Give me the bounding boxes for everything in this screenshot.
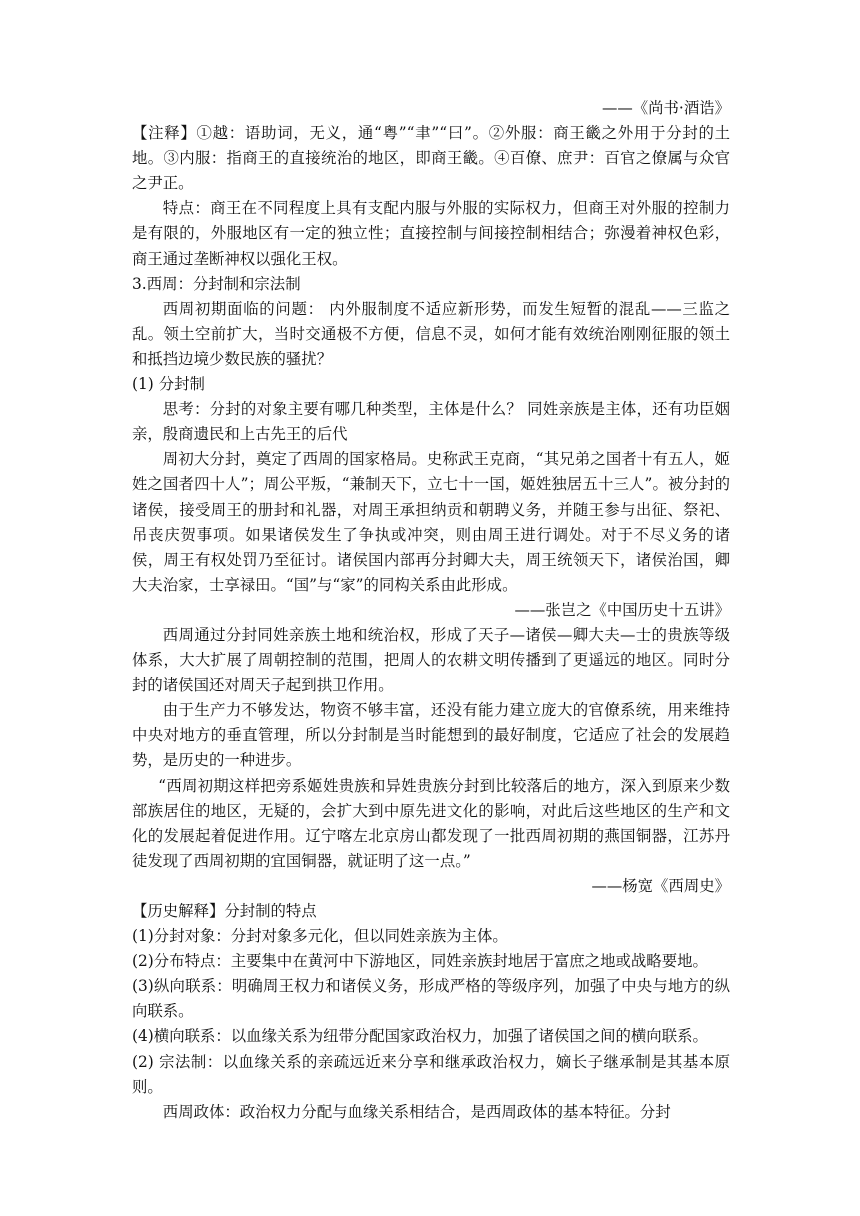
problem-paragraph: 西周初期面临的问题： 内外服制度不适应新形势，而发生短暂的混乱——三监之乱。领土空前扩大，当时交通极不方便，信息不灵，如何才能有效统治刚刚征服的领土和抵挡边境少数民族的骚扰？ (132, 299, 730, 368)
source-citation: ——杨宽《西周史》 (591, 876, 730, 895)
source-citation: ——张岂之《中国历史十五讲》 (514, 600, 730, 619)
body-paragraph: 由于生产力不够发达，物资不够丰富，还没有能力建立庞大的官僚系统，用来维持中央对地方的垂直管理，所以分封制是当时能想到的最好制度，它适应了社会的发展趋势，是历史的一种进步。 (132, 701, 730, 770)
subsection-heading: (1) 分封制 (132, 375, 205, 394)
quote-paragraph: 周初大分封，奠定了西周的国家格局。史称武王克商，“其兄弟之国者十有五人，姬姓之国者四十人”；周公平叛，“兼制天下，立七十一国，姬姓独居五十三人”。被分封的诸侯，接受周王的册封和礼器，对周王承担纳贡和朝聘义务，并随王参与出征、祭祀、吊丧庆贺事项。如果诸侯发生了争执或冲突，则由周王进行调处。对于不尽义务的诸侯，周王有权处罚乃至征讨。诸侯国内部再分封卿大夫，周王统领天下，诸侯治国，卿大夫治家，士享禄田。“国”与“家”的同构关系由此形成。 (132, 450, 730, 594)
thinking-paragraph: 思考：分封的对象主要有哪几种类型，主体是什么？ 同姓亲族是主体，还有功臣姻亲，殷商遗民和上古先王的后代 (132, 400, 730, 444)
body-paragraph: 西周通过分封同姓亲族土地和统治权，形成了天子—诸侯—卿大夫—士的贵族等级体系，大大扩展了周朝控制的范围，把周人的农耕文明传播到了更遥远的地区。同时分封的诸侯国还对周天子起到拱卫作用。 (132, 625, 730, 695)
subsection-heading: (2) 宗法制：以血缘关系的亲疏远近来分享和继承政治权力，嫡长子继承制是其基本原则。 (132, 1052, 730, 1096)
document-page (132, 96, 730, 1125)
list-item: (3)纵向联系：明确周王权力和诸侯义务，形成严格的等级序列，加强了中央与地方的纵向联系。 (132, 977, 730, 1021)
body-paragraph: 西周政体：政治权力分配与血缘关系相结合，是西周政体的基本特征。分封 (162, 1102, 671, 1121)
quote-paragraph: “西周初期这样把旁系姬姓贵族和异姓贵族分封到比较落后的地方，深入到原来少数部族居住的地区，无疑的，会扩大到中原先进文化的影响，对此后这些地区的生产和文化的发展起着促进作用。辽宁喀左北京房山都发现了一批西周初期的燕国铜器，江苏丹徒发现了西周初期的宜国铜器，就证明了这一点。” (132, 776, 730, 870)
features-paragraph: 特点：商王在不同程度上具有支配内服与外服的实际权力，但商王对外服的控制力是有限的，外服地区有一定的独立性；直接控制与间接控制相结合；弥漫着神权色彩，商王通过垄断神权以强化王权。 (132, 199, 730, 268)
section-heading: 【历史解释】分封制的特点 (132, 902, 317, 920)
list-item: (2)分布特点：主要集中在黄河中下游地区，同姓亲族封地居于富庶之地或战略要地。 (132, 952, 708, 971)
list-item: (1)分封对象：分封对象多元化，但以同姓亲族为主体。 (132, 927, 508, 946)
annotation-paragraph: 【注释】①越：语助词，无义，通“粤”“聿”“曰”。②外服：商王畿之外用于分封的土地。③内服：指商王的直接统治的地区，即商王畿。④百僚、庶尹：百官之僚属与众官之尹正。 (132, 124, 730, 193)
source-citation: ——《尚书·酒诰》 (601, 99, 730, 117)
section-heading: 3.西周：分封制和宗法制 (132, 274, 301, 293)
list-item: (4)横向联系：以血缘关系为纽带分配国家政治权力，加强了诸侯国之间的横向联系。 (132, 1027, 708, 1046)
